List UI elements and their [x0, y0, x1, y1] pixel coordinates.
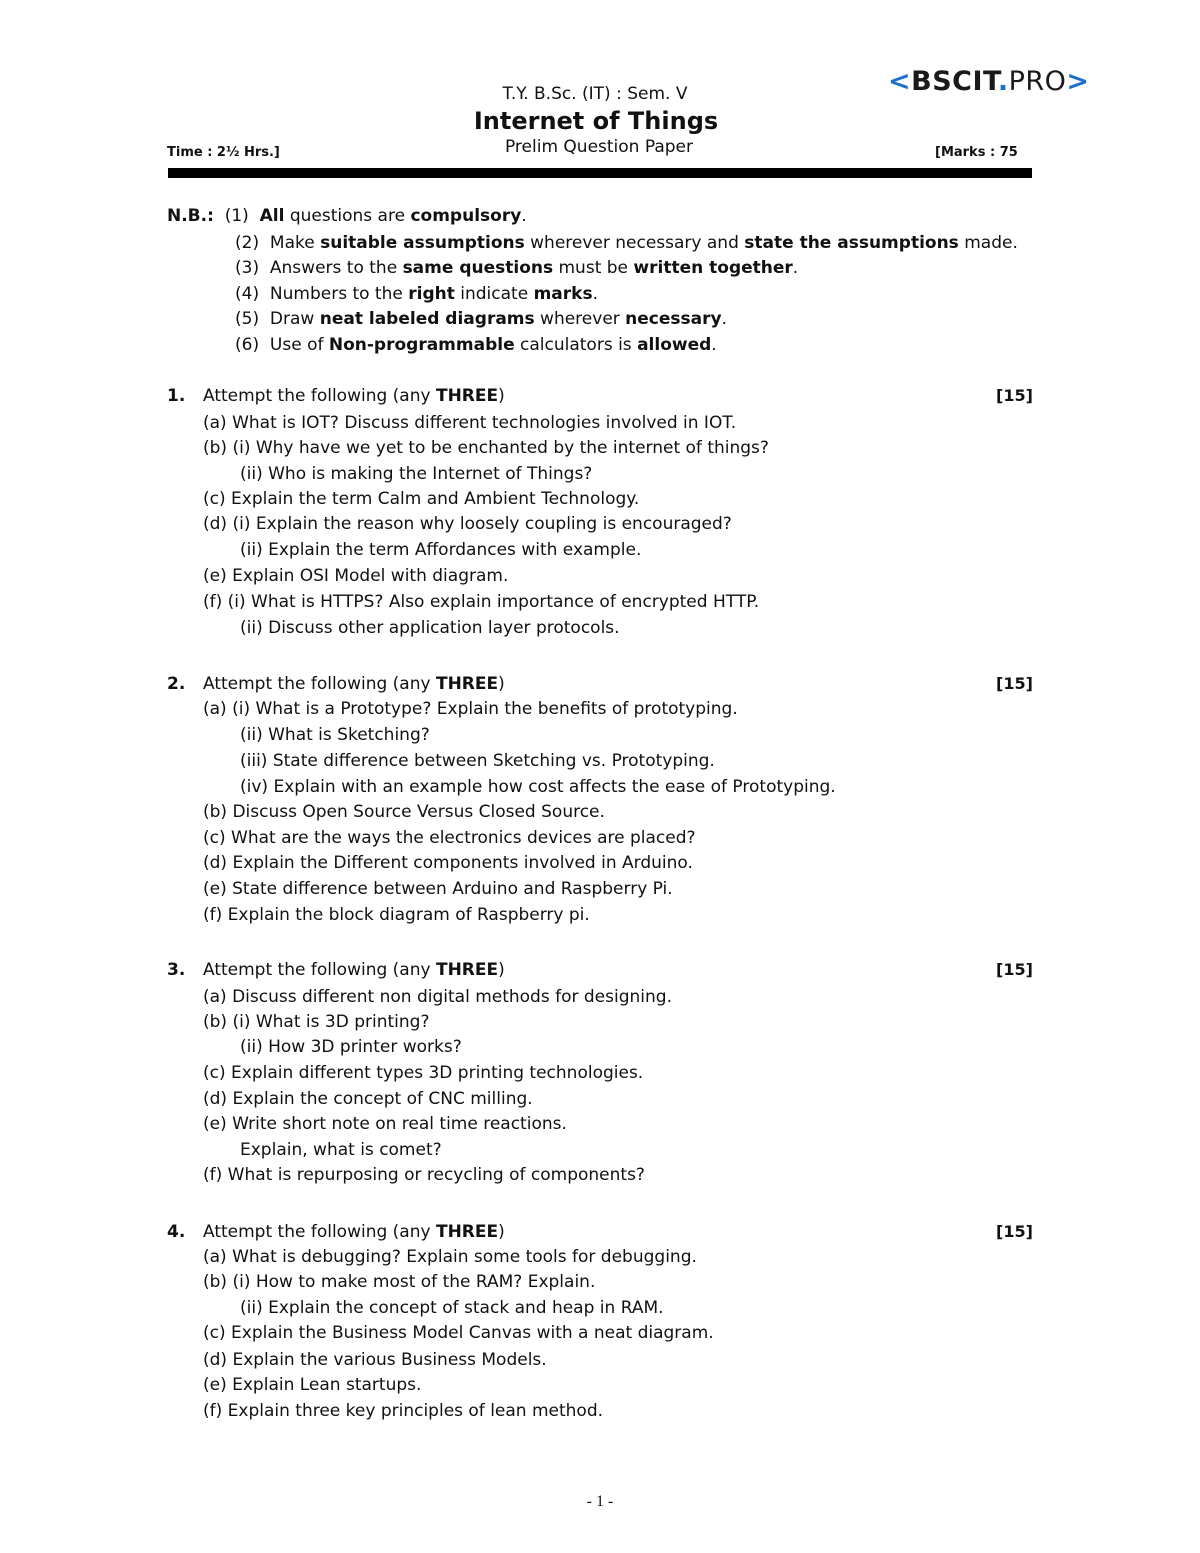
nb-text: calculators is — [514, 335, 638, 355]
question-item: (c) Explain the Business Model Canvas with a neat diagram. — [203, 1323, 714, 1343]
nb-text: indicate — [454, 284, 534, 304]
question-item: (iii) State difference between Sketching vs. Prototyping. — [240, 751, 715, 771]
question-item: (f) (i) What is HTTPS? Also explain importance of encrypted HTTP. — [203, 592, 760, 612]
question-item: (b) (i) What is 3D printing? — [203, 1012, 430, 1032]
nb-item-2 — [235, 232, 1018, 254]
nb-item-4 — [235, 283, 598, 305]
question-item: (f) What is repurposing or recycling of components? — [203, 1165, 645, 1185]
question-marks: [15] — [996, 960, 1033, 979]
nb-text: Use of — [269, 335, 329, 355]
heading-text: Attempt the following (any — [203, 960, 436, 980]
question-item: (c) Explain different types 3D printing technologies. — [203, 1063, 644, 1083]
logo-name: BSCIT — [911, 66, 998, 97]
question-item: (b) (i) How to make most of the RAM? Explain. — [203, 1272, 596, 1292]
nb-text: . — [792, 258, 799, 278]
nb-text: wherever necessary and — [524, 233, 745, 253]
nb-bold: necessary — [625, 309, 722, 329]
page-number: - 1 - — [586, 1493, 614, 1510]
question-item: (e) Write short note on real time reactions. — [203, 1114, 567, 1134]
heading-text: Attempt the following (any — [203, 386, 436, 406]
question-item: (a) Discuss different non digital methods for designing. — [203, 987, 672, 1007]
heading-close: ) — [498, 674, 505, 694]
question-item: (c) What are the ways the electronics devices are placed? — [203, 828, 696, 848]
question-item: (ii) Explain the term Affordances with example. — [240, 540, 642, 560]
nb-num: (3) — [235, 258, 260, 278]
question-marks: [15] — [996, 386, 1033, 405]
nb-text: Answers to the — [269, 258, 403, 278]
question-item: (ii) Explain the concept of stack and heap in RAM. — [240, 1298, 664, 1318]
nb-text: must be — [553, 258, 634, 278]
nb-num: (2) — [235, 233, 260, 253]
logo-pro: PRO — [1008, 66, 1067, 97]
question-heading — [203, 1221, 505, 1243]
question-item: (iv) Explain with an example how cost affects the ease of Prototyping. — [240, 777, 836, 797]
heading-any: THREE — [435, 1222, 499, 1242]
question-item: (d) (i) Explain the reason why loosely coupling is encouraged? — [203, 514, 732, 534]
question-item: (e) Explain OSI Model with diagram. — [203, 566, 509, 586]
time-label: Time : 2½ Hrs.] — [167, 145, 280, 160]
nb-num: (4) — [235, 284, 260, 304]
question-item: (f) Explain three key principles of lean method. — [203, 1401, 604, 1421]
nb-bold: written together — [633, 258, 793, 278]
nb-bold: compulsory — [410, 206, 522, 226]
question-item: (e) Explain Lean startups. — [203, 1375, 422, 1395]
heading-any: THREE — [435, 674, 499, 694]
nb-text: made. — [958, 233, 1018, 253]
nb-bold: Non-programmable — [328, 335, 515, 355]
nb-text: Draw — [269, 309, 320, 329]
question-item: (a) What is debugging? Explain some tools for debugging. — [203, 1247, 697, 1267]
header-rule — [168, 168, 1032, 178]
nb-item-5 — [235, 308, 727, 330]
question-number: 1. — [167, 386, 186, 406]
question-item: (a) What is IOT? Discuss different technologies involved in IOT. — [203, 413, 737, 433]
nb-text: wherever — [534, 309, 626, 329]
nb-bold: right — [408, 284, 455, 304]
nb-text: . — [711, 335, 717, 355]
nb-bold: neat labeled diagrams — [319, 309, 535, 329]
question-heading — [203, 959, 505, 981]
question-item: (d) Explain the Different components involved in Arduino. — [203, 853, 693, 873]
nb-bold: suitable assumptions — [320, 233, 525, 253]
question-item: (ii) Who is making the Internet of Things? — [240, 464, 593, 484]
question-item: (a) (i) What is a Prototype? Explain the benefits of prototyping. — [203, 699, 738, 719]
semester-line: T.Y. B.Sc. (IT) : Sem. V — [502, 84, 688, 104]
question-item: (b) Discuss Open Source Versus Closed Source. — [203, 802, 605, 822]
question-item: (e) State difference between Arduino and Raspberry Pi. — [203, 879, 673, 899]
nb-item-1 — [167, 205, 527, 227]
nb-item-6 — [235, 334, 717, 356]
question-number: 4. — [167, 1222, 186, 1242]
question-item: Explain, what is comet? — [240, 1140, 442, 1160]
paper-type: Prelim Question Paper — [504, 137, 694, 157]
marks-label: [Marks : 75 — [935, 145, 1018, 160]
nb-text: questions are — [284, 206, 411, 226]
nb-bold: same questions — [402, 258, 554, 278]
nb-num: (5) — [235, 309, 260, 329]
question-item: (b) (i) Why have we yet to be enchanted by the internet of things? — [203, 438, 769, 458]
question-number: 2. — [167, 674, 186, 694]
nb-bold: allowed — [637, 335, 712, 355]
heading-text: Attempt the following (any — [203, 1222, 436, 1242]
question-number: 3. — [167, 960, 186, 980]
nb-text: Numbers to the — [269, 284, 409, 304]
question-item: (d) Explain the various Business Models. — [203, 1350, 547, 1370]
nb-text: . — [592, 284, 598, 304]
subject-title: Internet of Things — [473, 107, 719, 135]
heading-close: ) — [498, 960, 505, 980]
nb-bold: state the assumptions — [744, 233, 959, 253]
nb-text: . — [721, 309, 727, 329]
question-item: (d) Explain the concept of CNC milling. — [203, 1089, 533, 1109]
heading-close: ) — [498, 1222, 505, 1242]
heading-text: Attempt the following (any — [203, 674, 436, 694]
question-heading — [203, 673, 505, 695]
question-heading — [203, 385, 505, 407]
heading-close: ) — [498, 386, 505, 406]
question-item: (f) Explain the block diagram of Raspberry pi. — [203, 905, 590, 925]
heading-any: THREE — [435, 386, 499, 406]
question-item: (ii) Discuss other application layer protocols. — [240, 618, 620, 638]
heading-any: THREE — [435, 960, 499, 980]
nb-num: (1) — [224, 206, 249, 226]
logo-dot: . — [997, 66, 1009, 97]
logo-bracket-left: < — [888, 66, 912, 97]
nb-text: . — [521, 206, 527, 226]
nb-bold: All — [259, 206, 285, 226]
question-item: (c) Explain the term Calm and Ambient Technology. — [203, 489, 640, 509]
nb-text: Make — [269, 233, 321, 253]
nb-bold: marks — [533, 284, 593, 304]
nb-label: N.B.: — [167, 206, 214, 226]
question-marks: [15] — [996, 1222, 1033, 1241]
question-marks: [15] — [996, 674, 1033, 693]
question-item: (ii) What is Sketching? — [240, 725, 430, 745]
nb-item-3 — [235, 257, 798, 279]
nb-num: (6) — [235, 335, 260, 355]
logo-bracket-right: > — [1066, 66, 1090, 97]
question-item: (ii) How 3D printer works? — [240, 1037, 462, 1057]
